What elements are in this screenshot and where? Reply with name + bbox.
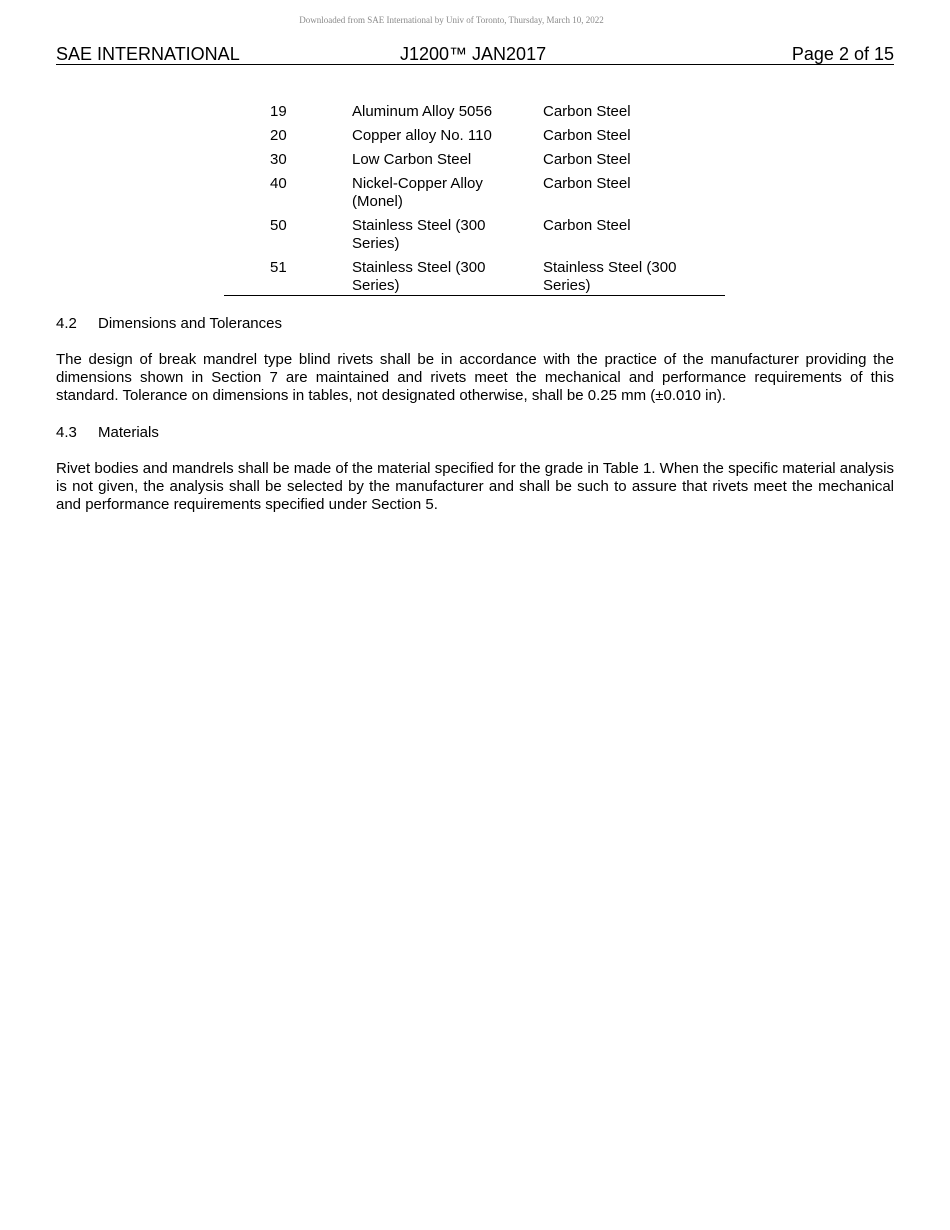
section-title: Dimensions and Tolerances <box>98 315 282 332</box>
body-material-cell: Copper alloy No. 110 <box>352 127 492 144</box>
section-number: 4.3 <box>56 424 77 441</box>
table-row <box>224 217 725 253</box>
grade-cell: 40 <box>270 175 287 192</box>
table-row <box>224 127 725 145</box>
grade-cell: 20 <box>270 127 287 144</box>
mandrel-material-cell: Stainless Steel (300 Series) <box>543 259 677 294</box>
header-org: SAE INTERNATIONAL <box>56 44 240 64</box>
mandrel-material-cell: Carbon Steel <box>543 151 631 168</box>
grade-cell: 30 <box>270 151 287 168</box>
grade-material-table <box>224 103 725 296</box>
body-material-cell: Stainless Steel (300 Series) <box>352 217 486 252</box>
section-4-3-paragraph: Rivet bodies and mandrels shall be made of the material specified for the grade in Table 1. When the specific material analysis is not given, the analysis shall be selected by the manufacturer and shall be such to assure that rivets meet the mechanical and performance requirements specified under Section 5. <box>56 460 894 513</box>
mandrel-material-cell: Carbon Steel <box>543 217 631 234</box>
body-material-cell: Aluminum Alloy 5056 <box>352 103 493 120</box>
page-header <box>56 44 894 65</box>
section-heading-4-2 <box>56 315 282 333</box>
mandrel-material-cell: Carbon Steel <box>543 175 631 192</box>
download-watermark: Downloaded from SAE International by Univ of Toronto, Thursday, March 10, 2022 <box>299 15 604 25</box>
mandrel-material-cell: Carbon Steel <box>543 127 631 144</box>
table-row <box>224 175 725 211</box>
table-row <box>224 103 725 121</box>
table-row <box>224 151 725 169</box>
mandrel-material-cell: Carbon Steel <box>543 103 631 120</box>
section-number: 4.2 <box>56 315 77 332</box>
body-material-cell: Nickel-Copper Alloy (Monel) <box>352 175 483 210</box>
header-page-number: Page 2 of 15 <box>791 44 894 64</box>
body-material-cell: Low Carbon Steel <box>352 151 472 168</box>
table-row <box>224 259 725 295</box>
section-title: Materials <box>98 424 159 441</box>
grade-cell: 51 <box>270 259 287 276</box>
section-heading-4-3 <box>56 424 159 442</box>
grade-cell: 50 <box>270 217 287 234</box>
body-material-cell: Stainless Steel (300 Series) <box>352 259 486 294</box>
section-4-2-paragraph: The design of break mandrel type blind rivets shall be in accordance with the practice of the manufacturer providing the dimensions shown in Section 7 are maintained and rivets meet the mechanical and performance requirements of this standard. Tolerance on dimensions in tables, not designated otherwise, shall be 0.25 mm (±0.010 in). <box>56 351 894 404</box>
grade-cell: 19 <box>270 103 287 120</box>
header-doc-id: J1200™ JAN2017 <box>400 44 547 64</box>
